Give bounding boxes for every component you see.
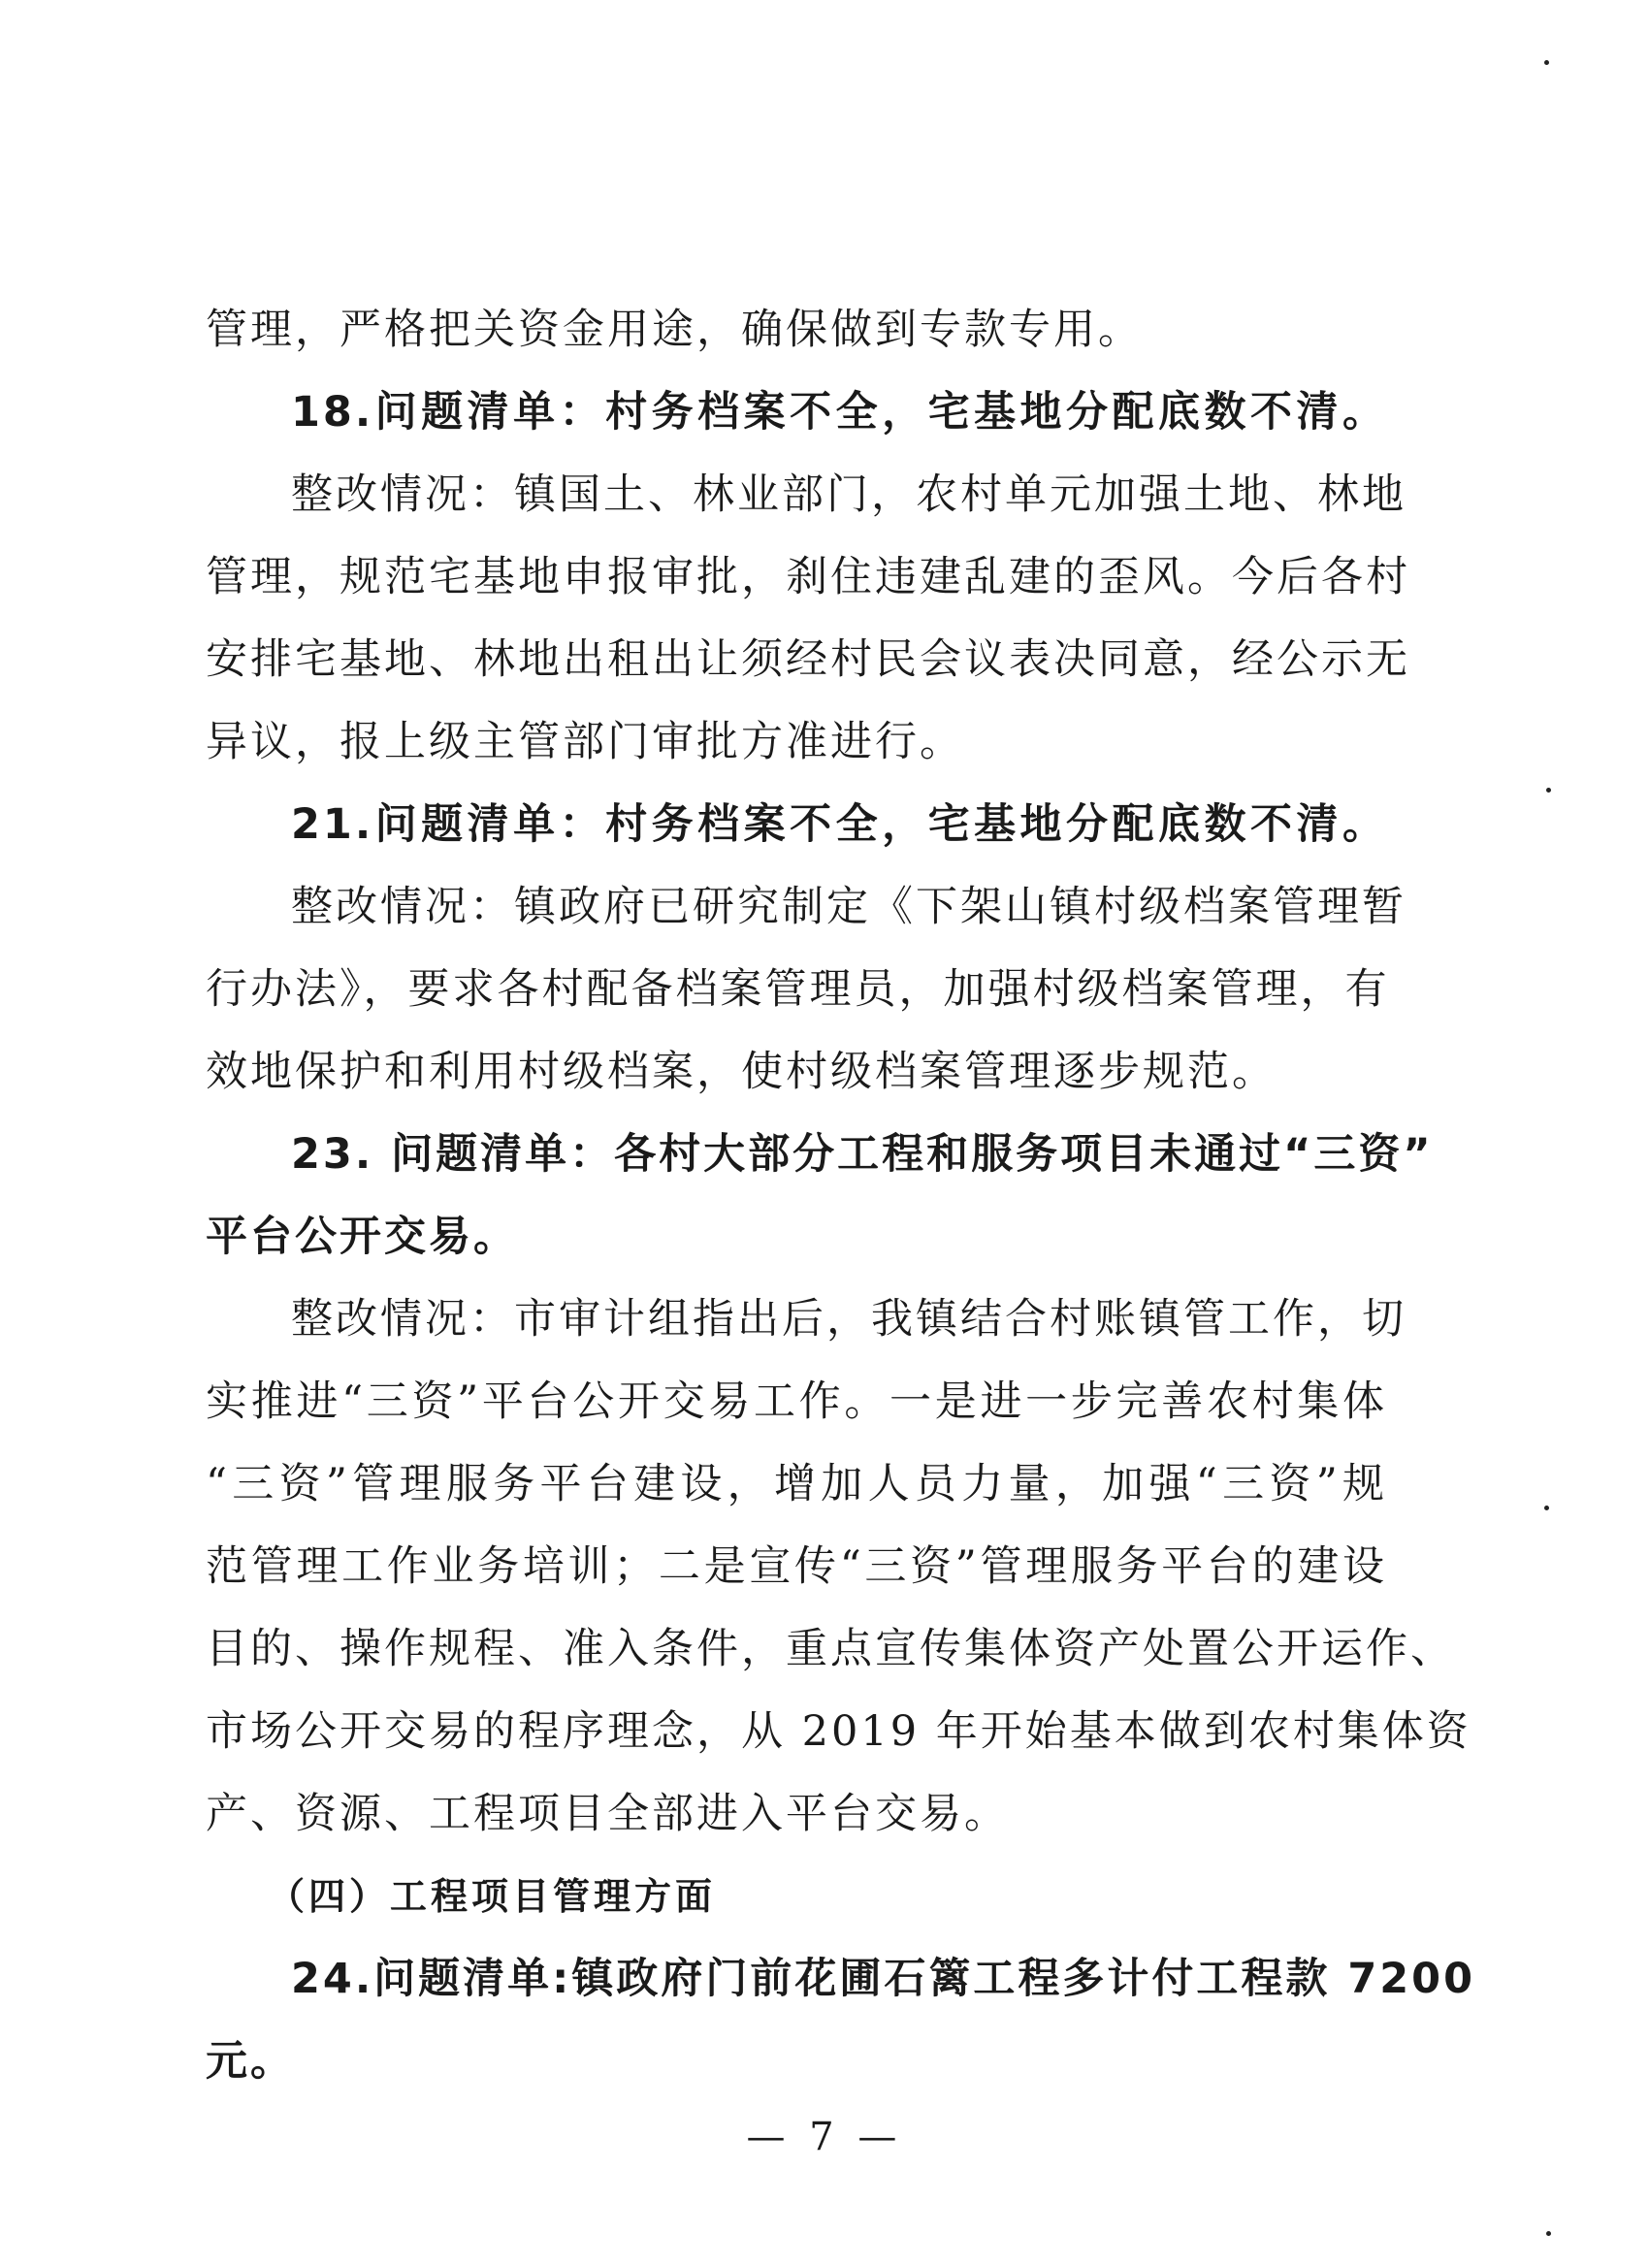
- issue-heading-23-continued: 平台公开交易。: [206, 1213, 518, 1261]
- scan-speck: [1546, 788, 1551, 793]
- section-heading: （四）工程项目管理方面: [268, 1875, 717, 1918]
- issue-heading-24-continued: 元。: [206, 2037, 295, 2086]
- document-body: [206, 289, 1476, 2103]
- scan-speck: [1546, 2231, 1551, 2236]
- scan-speck: [1544, 1506, 1549, 1510]
- paragraph-line: 市场公开交易的程序理念，从 2019 年开始基本做到农村集体资: [206, 1707, 1471, 1756]
- paragraph-line: 范管理工作业务培训；二是宣传“三资”管理服务平台的建设: [206, 1542, 1387, 1591]
- scan-speck: [1544, 60, 1549, 65]
- paragraph-line: “三资”管理服务平台建设，增加人员力量，加强“三资”规: [206, 1460, 1387, 1508]
- paragraph-line: 实推进“三资”平台公开交易工作。一是进一步完善农村集体: [206, 1377, 1387, 1426]
- paragraph-line: 管理，规范宅基地申报审批，刹住违建乱建的歪风。今后各村: [206, 553, 1410, 601]
- paragraph-line: 安排宅基地、林地出租出让须经村民会议表决同意，经公示无: [206, 635, 1410, 684]
- paragraph-line: 产、资源、工程项目全部进入平台交易。: [206, 1790, 1009, 1838]
- paragraph-line: 整改情况：镇政府已研究制定《下架山镇村级档案管理暂: [291, 883, 1406, 931]
- issue-heading-18: 18.问题清单：村务档案不全，宅基地分配底数不清。: [291, 388, 1387, 437]
- paragraph-line: 异议，报上级主管部门审批方准进行。: [206, 718, 964, 766]
- paragraph-line: 效地保护和利用村级档案，使村级档案管理逐步规范。: [206, 1048, 1277, 1096]
- issue-heading-23: 23. 问题清单：各村大部分工程和服务项目未通过“三资”: [291, 1130, 1434, 1179]
- issue-heading-24: 24.问题清单:镇政府门前花圃石篱工程多计付工程款 7200: [291, 1955, 1476, 2003]
- paragraph-line: 整改情况：市审计组指出后，我镇结合村账镇管工作，切: [291, 1295, 1406, 1344]
- page-number: — 7 —: [746, 2115, 903, 2159]
- paragraph-line: 管理，严格把关资金用途，确保做到专款专用。: [206, 306, 1143, 354]
- paragraph-line: 整改情况：镇国土、林业部门，农村单元加强土地、林地: [291, 470, 1406, 519]
- paragraph-line: 目的、操作规程、准入条件，重点宣传集体资产处置公开运作、: [206, 1625, 1455, 1673]
- issue-heading-21: 21.问题清单：村务档案不全，宅基地分配底数不清。: [291, 800, 1387, 849]
- paragraph-line: 行办法》，要求各村配备档案管理员，加强村级档案管理，有: [206, 965, 1390, 1014]
